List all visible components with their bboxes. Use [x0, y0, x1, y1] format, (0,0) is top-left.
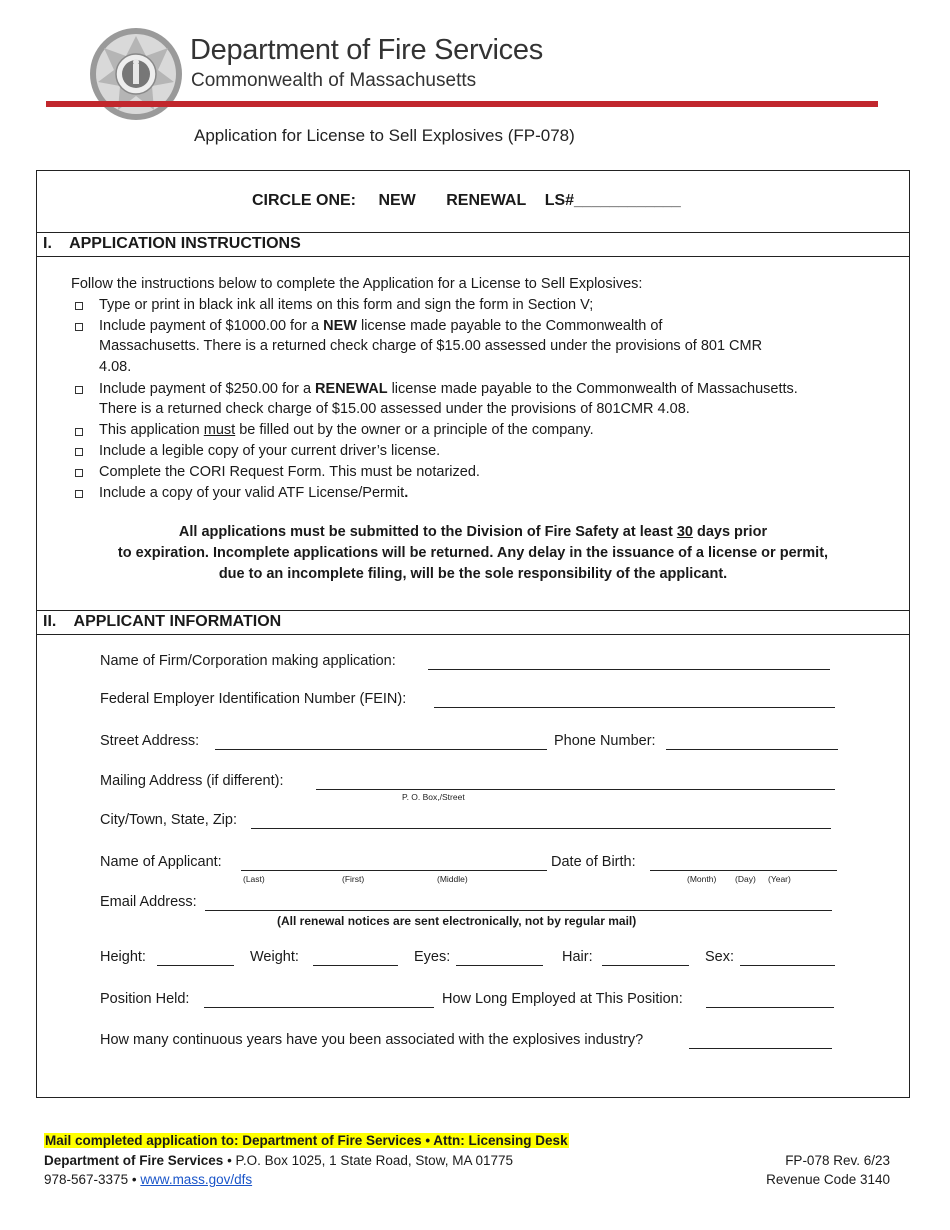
employment-duration-field[interactable] [706, 1007, 834, 1008]
divider [36, 232, 910, 233]
department-name: Department of Fire Services [190, 34, 543, 66]
street-address-label: Street Address: [100, 733, 200, 749]
last-name-hint: (Last) [243, 874, 265, 884]
city-state-zip-field[interactable] [251, 828, 831, 829]
option-renewal[interactable]: RENEWAL [446, 192, 527, 209]
hair-label: Hair: [562, 949, 593, 965]
middle-name-hint: (Middle) [437, 874, 468, 884]
dfs-seal-logo [88, 26, 184, 122]
first-name-hint: (First) [342, 874, 365, 884]
option-new[interactable]: NEW [378, 192, 416, 209]
checkbox-bullet-icon [75, 448, 83, 456]
position-held-field[interactable] [204, 1007, 434, 1008]
circle-one-row [252, 192, 681, 210]
section-2-title: II. APPLICANT INFORMATION [43, 613, 282, 630]
height-field[interactable] [157, 965, 234, 966]
form-title: Application for License to Sell Explosives (FP-078) [194, 126, 575, 145]
submission-notice: due to an incomplete filing, will be the sole responsibility of the applicant. [218, 566, 728, 582]
po-box-hint: P. O. Box,/Street [402, 792, 465, 802]
submission-notice: All applications must be submitted to the Division of Fire Safety at least 30 days prior [178, 524, 768, 540]
industry-years-label: How many continuous years have you been associated with the explosives industry? [100, 1032, 644, 1048]
checkbox-bullet-icon [75, 323, 83, 331]
firm-name-field[interactable] [428, 669, 830, 670]
instruction-item-cont: There is a returned check charge of $15.00 assessed under the provisions of 801CMR 4.08. [99, 401, 690, 417]
form-revision: FP-078 Rev. 6/23 [785, 1153, 890, 1168]
checkbox-bullet-icon [75, 428, 83, 436]
instruction-item: Type or print in black ink all items on this form and sign the form in Section V; [99, 297, 594, 313]
sex-label: Sex: [705, 949, 735, 965]
instruction-item-cont: 4.08. [99, 359, 132, 375]
divider [36, 610, 910, 611]
position-held-label: Position Held: [100, 991, 190, 1007]
weight-label: Weight: [250, 949, 299, 965]
section-1-title: I. APPLICATION INSTRUCTIONS [43, 235, 301, 252]
eyes-label: Eyes: [414, 949, 451, 965]
phone-number-label: Phone Number: [554, 733, 656, 749]
email-address-field[interactable] [205, 910, 832, 911]
fein-label: Federal Employer Identification Number (FEIN): [100, 691, 407, 707]
instruction-item: Include payment of $1000.00 for a NEW license made payable to the Commonwealth of [99, 318, 663, 334]
mailing-address-label: Mailing Address (if different): [100, 773, 284, 789]
firm-name-label: Name of Firm/Corporation making application: [100, 653, 396, 669]
ls-number-field[interactable]: LS#____________ [544, 192, 681, 209]
instruction-item-cont: Massachusetts. There is a returned check charge of $15.00 assessed under the provisions of 801 CMR [99, 338, 763, 354]
date-of-birth-field[interactable] [650, 870, 837, 871]
day-hint: (Day) [735, 874, 756, 884]
industry-years-field[interactable] [689, 1048, 832, 1049]
header-divider [46, 101, 878, 107]
sex-field[interactable] [740, 965, 835, 966]
applicant-name-label: Name of Applicant: [100, 854, 222, 870]
instruction-item: Complete the CORI Request Form. This must be notarized. [99, 464, 480, 480]
checkbox-bullet-icon [75, 386, 83, 394]
instruction-item: Include payment of $250.00 for a RENEWAL license made payable to the Commonwealth of Massachusetts. [99, 381, 798, 397]
street-address-field[interactable] [215, 749, 547, 750]
fein-field[interactable] [434, 707, 835, 708]
email-address-label: Email Address: [100, 894, 197, 910]
divider [36, 256, 910, 257]
footer-contact: 978-567-3375 • www.mass.gov/dfs [44, 1172, 253, 1187]
email-note: (All renewal notices are sent electronically, not by regular mail) [277, 914, 637, 928]
submission-notice: to expiration. Incomplete applications will be returned. Any delay in the issuance of a license or permit, [117, 545, 829, 561]
checkbox-bullet-icon [75, 302, 83, 310]
mailing-instructions: Mail completed application to: Department of Fire Services • Attn: Licensing Desk [45, 1133, 568, 1148]
checkbox-bullet-icon [75, 490, 83, 498]
instruction-item: This application must be filled out by the owner or a principle of the company. [99, 422, 594, 438]
checkbox-bullet-icon [75, 469, 83, 477]
circle-one-label: CIRCLE ONE: [252, 192, 356, 209]
divider [36, 634, 910, 635]
instructions-intro: Follow the instructions below to complete the Application for a License to Sell Explosives: [71, 276, 643, 292]
month-hint: (Month) [687, 874, 717, 884]
employment-duration-label: How Long Employed at This Position: [442, 991, 683, 1007]
city-state-zip-label: City/Town, State, Zip: [100, 812, 237, 828]
mailing-address-field[interactable] [316, 789, 835, 790]
footer-address: Department of Fire Services • P.O. Box 1025, 1 State Road, Stow, MA 01775 [44, 1153, 513, 1168]
hair-field[interactable] [602, 965, 689, 966]
instruction-item: Include a legible copy of your current driver’s license. [99, 443, 441, 459]
weight-field[interactable] [313, 965, 398, 966]
dfs-website-link[interactable]: www.mass.gov/dfs [140, 1172, 253, 1187]
height-label: Height: [100, 949, 146, 965]
revenue-code: Revenue Code 3140 [766, 1172, 890, 1187]
applicant-name-field[interactable] [241, 870, 547, 871]
eyes-field[interactable] [456, 965, 543, 966]
instruction-item: Include a copy of your valid ATF License/Permit. [99, 485, 409, 501]
year-hint: (Year) [768, 874, 791, 884]
date-of-birth-label: Date of Birth: [551, 854, 636, 870]
commonwealth-name: Commonwealth of Massachusetts [191, 70, 477, 91]
phone-number-field[interactable] [666, 749, 838, 750]
